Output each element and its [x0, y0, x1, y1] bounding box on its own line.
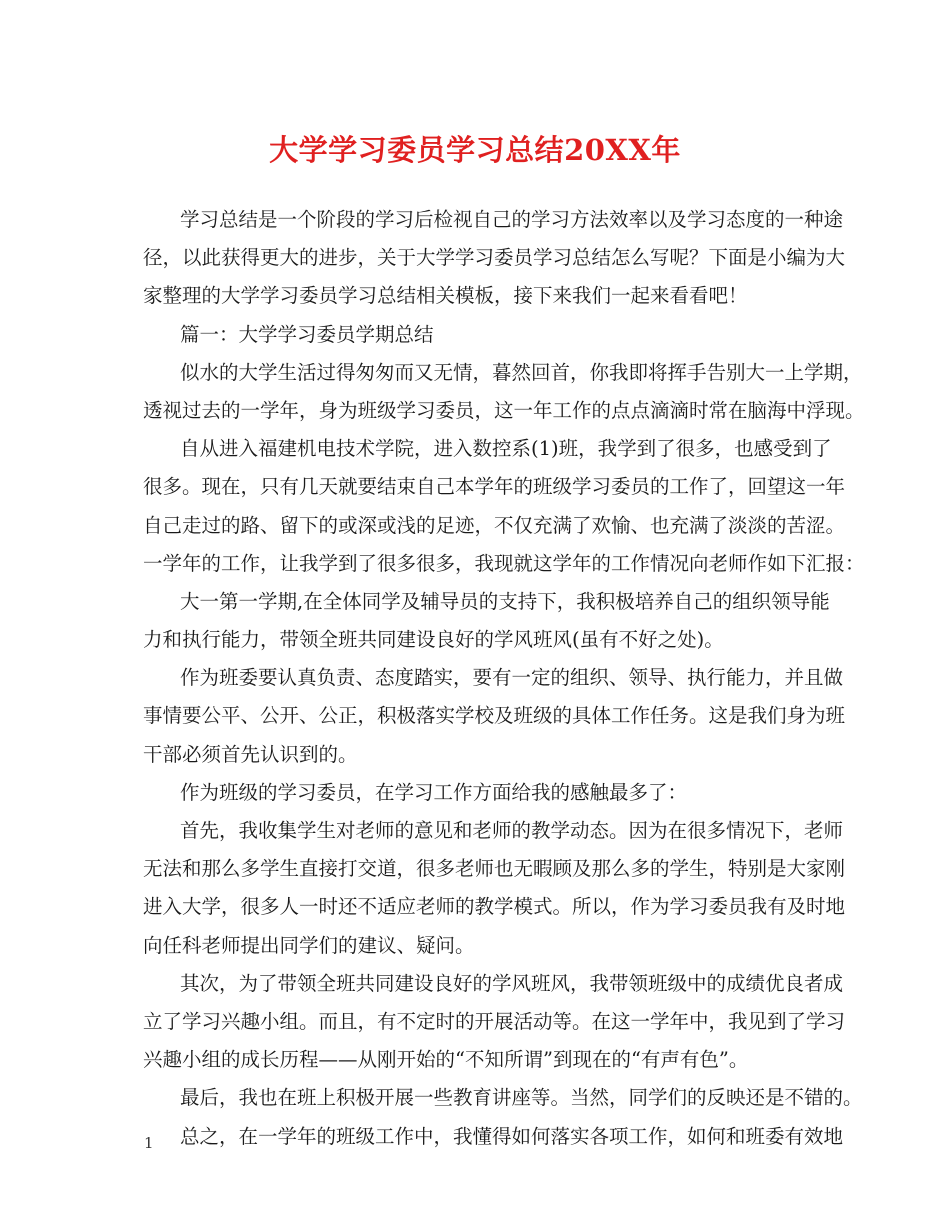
text-line: 干部必须首先认识到的。 — [143, 742, 358, 766]
text-line: 其次，为了带领全班共同建设良好的学风班风，我带领班级中的成绩优良者成 — [180, 971, 844, 995]
text-line: 似水的大学生活过得匆匆而又无情，暮然回首，你我即将挥手告别大一上学期， — [180, 360, 863, 384]
text-line: 首先，我收集学生对老师的意见和老师的教学动态。因为在很多情况下，老师 — [180, 819, 844, 842]
document-body — [143, 201, 865, 1156]
text-line: 兴趣小组的成长历程——从刚开始的“不知所谓”到现在的“有声有色”。 — [143, 1048, 749, 1072]
text-line: 自从进入福建机电技术学院，进入数控系(1)班，我学到了很多，也感受到了 — [180, 437, 832, 461]
text-line: 一学年的工作，让我学到了很多很多，我现就这学年的工作情况向老师作如下汇报： — [143, 551, 865, 575]
text-line: 作为班委要认真负责、态度踏实，要有一定的组织、领导、执行能力，并且做 — [180, 666, 844, 690]
text-line: 家整理的大学学习委员学习总结相关模板，接下来我们一起来看看吧！ — [143, 284, 748, 308]
text-line: 无法和那么多学生直接打交道，很多老师也无暇顾及那么多的学生，特别是大家刚 — [143, 857, 846, 881]
page-number: 1 — [144, 1134, 154, 1152]
text-line: 进入大学，很多人一时还不适应老师的教学模式。所以，作为学习委员我有及时地 — [143, 895, 846, 919]
text-line: 大一第一学期,在全体同学及辅导员的支持下，我积极培养自己的组织领导能 — [180, 589, 830, 613]
text-line: 学习总结是一个阶段的学习后检视自己的学习方法效率以及学习态度的一种途 — [180, 208, 844, 231]
text-line: 径，以此获得更大的进步，关于大学学习委员学习总结怎么写呢？下面是小编为大 — [143, 246, 846, 270]
document-title: 大学学习委员学习总结20XX年 — [269, 133, 681, 167]
text-line: 事情要公平、公开、公正，积极落实学校及班级的具体工作任务。这是我们身为班 — [143, 704, 846, 728]
text-line: 总之，在一学年的班级工作中，我懂得如何落实各项工作，如何和班委有效地 — [180, 1124, 844, 1148]
text-line: 力和执行能力，带领全班共同建设良好的学风班风(虽有不好之处)。 — [143, 628, 724, 652]
text-line: 作为班级的学习委员，在学习工作方面给我的感触最多了： — [180, 780, 688, 804]
text-line: 最后，我也在班上积极开展一些教育讲座等。当然，同学们的反映还是不错的。 — [180, 1086, 863, 1110]
text-line: 透视过去的一学年，身为班级学习委员，这一年工作的点点滴滴时常在脑海中浮现。 — [143, 398, 865, 422]
text-line: 立了学习兴趣小组。而且，有不定时的开展活动等。在这一学年中，我见到了学习 — [143, 1009, 846, 1033]
text-line: 自己走过的路、留下的或深或浅的足迹，不仅充满了欢愉、也充满了淡淡的苦涩。 — [143, 513, 846, 537]
text-line: 篇一：大学学习委员学期总结 — [180, 322, 434, 346]
text-line: 很多。现在，只有几天就要结束自己本学年的班级学习委员的工作了，回望这一年 — [143, 475, 846, 499]
text-line: 向任科老师提出同学们的建议、疑问。 — [143, 933, 475, 957]
